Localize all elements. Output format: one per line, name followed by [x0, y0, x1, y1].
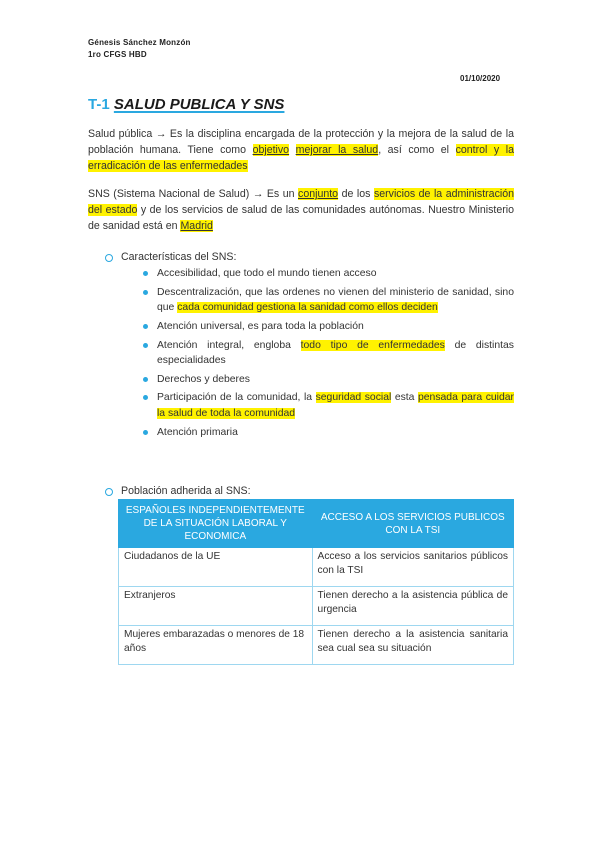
table-header-cell: ACCESO A LOS SERVICIOS PUBLICOS CON LA TSI [312, 500, 513, 548]
table-cell: Tienen derecho a la asistencia pública de urgencia [312, 587, 513, 626]
item-highlight: cada comunidad gestiona la sanidad como ellos deciden [177, 302, 438, 314]
title-number: T-1 [88, 96, 110, 113]
item-text: esta [391, 392, 418, 404]
section-poblacion-label: Población adherida al SNS: [121, 485, 251, 497]
poblacion-table [118, 499, 514, 665]
para1-text-c: , así como el [378, 144, 456, 156]
para1-highlight-mejorar: mejorar la salud [295, 144, 379, 156]
para2-highlight-conjunto: conjunto [298, 188, 339, 200]
list-item [140, 372, 514, 388]
list-item [140, 266, 514, 282]
item-text: Derechos y deberes [157, 373, 250, 385]
para1-highlight-objetivo: objetivo [252, 144, 290, 156]
table-header-row [119, 500, 514, 548]
list-item [140, 319, 514, 335]
para2-text-b: de los [338, 188, 374, 200]
table-row [119, 548, 514, 587]
paragraph-sns [88, 186, 514, 234]
caracteristicas-list [140, 266, 514, 443]
item-text: Atención integral, engloba [157, 339, 301, 351]
paragraph-salud-publica [88, 126, 514, 174]
para2-text-a: SNS (Sistema Nacional de Salud) → Es un [88, 188, 299, 200]
item-highlight: todo tipo de enfermedades [300, 339, 445, 351]
bullet-dot-icon [143, 343, 148, 348]
list-item [140, 390, 514, 421]
list-item [140, 425, 514, 441]
item-text: Accesibilidad, que todo el mundo tienen acceso [157, 268, 377, 279]
bullet-dot-icon [143, 395, 148, 400]
item-highlight: seguridad social [315, 392, 392, 404]
table-cell: Ciudadanos de la UE [119, 548, 313, 587]
para1-highlight-control: control y la erradicación de las enfermedades [88, 144, 514, 172]
bullet-dot-icon [143, 377, 148, 382]
item-text: Atención primaria [157, 426, 238, 438]
item-highlight: pensada para cuidar la salud de toda la comunidad [157, 392, 514, 419]
list-item [140, 285, 514, 316]
table-row [119, 626, 514, 665]
list-item [140, 338, 514, 369]
para2-highlight-madrid: Madrid [180, 220, 213, 232]
table-cell: Extranjeros [119, 587, 313, 626]
page-title [88, 96, 284, 113]
table-row [119, 587, 514, 626]
para2-highlight-servicios: servicios de la administración del estado [88, 188, 514, 216]
para1-text-a: Salud pública → Es la disciplina encargada de la protección y la mejora de la salud de la población humana. Tiene como [88, 128, 514, 156]
bullet-dot-icon [143, 271, 148, 276]
document-date: 01/10/2020 [460, 74, 501, 83]
table-header-cell: ESPAÑOLES INDEPENDIENTEMENTE DE LA SITUACIÓN LABORAL Y ECONOMICA [119, 500, 313, 548]
title-name: SALUD PUBLICA Y SNS [113, 96, 285, 113]
para1-text-b [289, 144, 296, 156]
author-name: Génesis Sánchez Monzón [88, 38, 191, 47]
item-text: Atención universal, es para toda la población [157, 320, 364, 332]
item-text: de distintas especialidades [157, 339, 514, 367]
section-caracteristicas-label: Características del SNS: [121, 251, 237, 263]
bullet-dot-icon [143, 324, 148, 329]
table-cell: Mujeres embarazadas o menores de 18 años [119, 626, 313, 665]
circle-bullet-icon [105, 488, 113, 496]
table-cell: Acceso a los servicios sanitarios públicos con la TSI [312, 548, 513, 587]
circle-bullet-icon [105, 254, 113, 262]
table-cell: Tienen derecho a la asistencia sanitaria sea cual sea su situación [312, 626, 513, 665]
course-name: 1ro CFGS HBD [88, 50, 147, 59]
item-text: Participación de la comunidad, la [157, 392, 316, 404]
para2-text-c: y de los servicios de salud de las comunidades autónomas. Nuestro Ministerio de sanidad está en [88, 204, 514, 232]
bullet-dot-icon [143, 290, 148, 295]
bullet-dot-icon [143, 430, 148, 435]
item-text: Descentralización, que las ordenes no vienen del ministerio de sanidad, sino que [157, 286, 514, 314]
